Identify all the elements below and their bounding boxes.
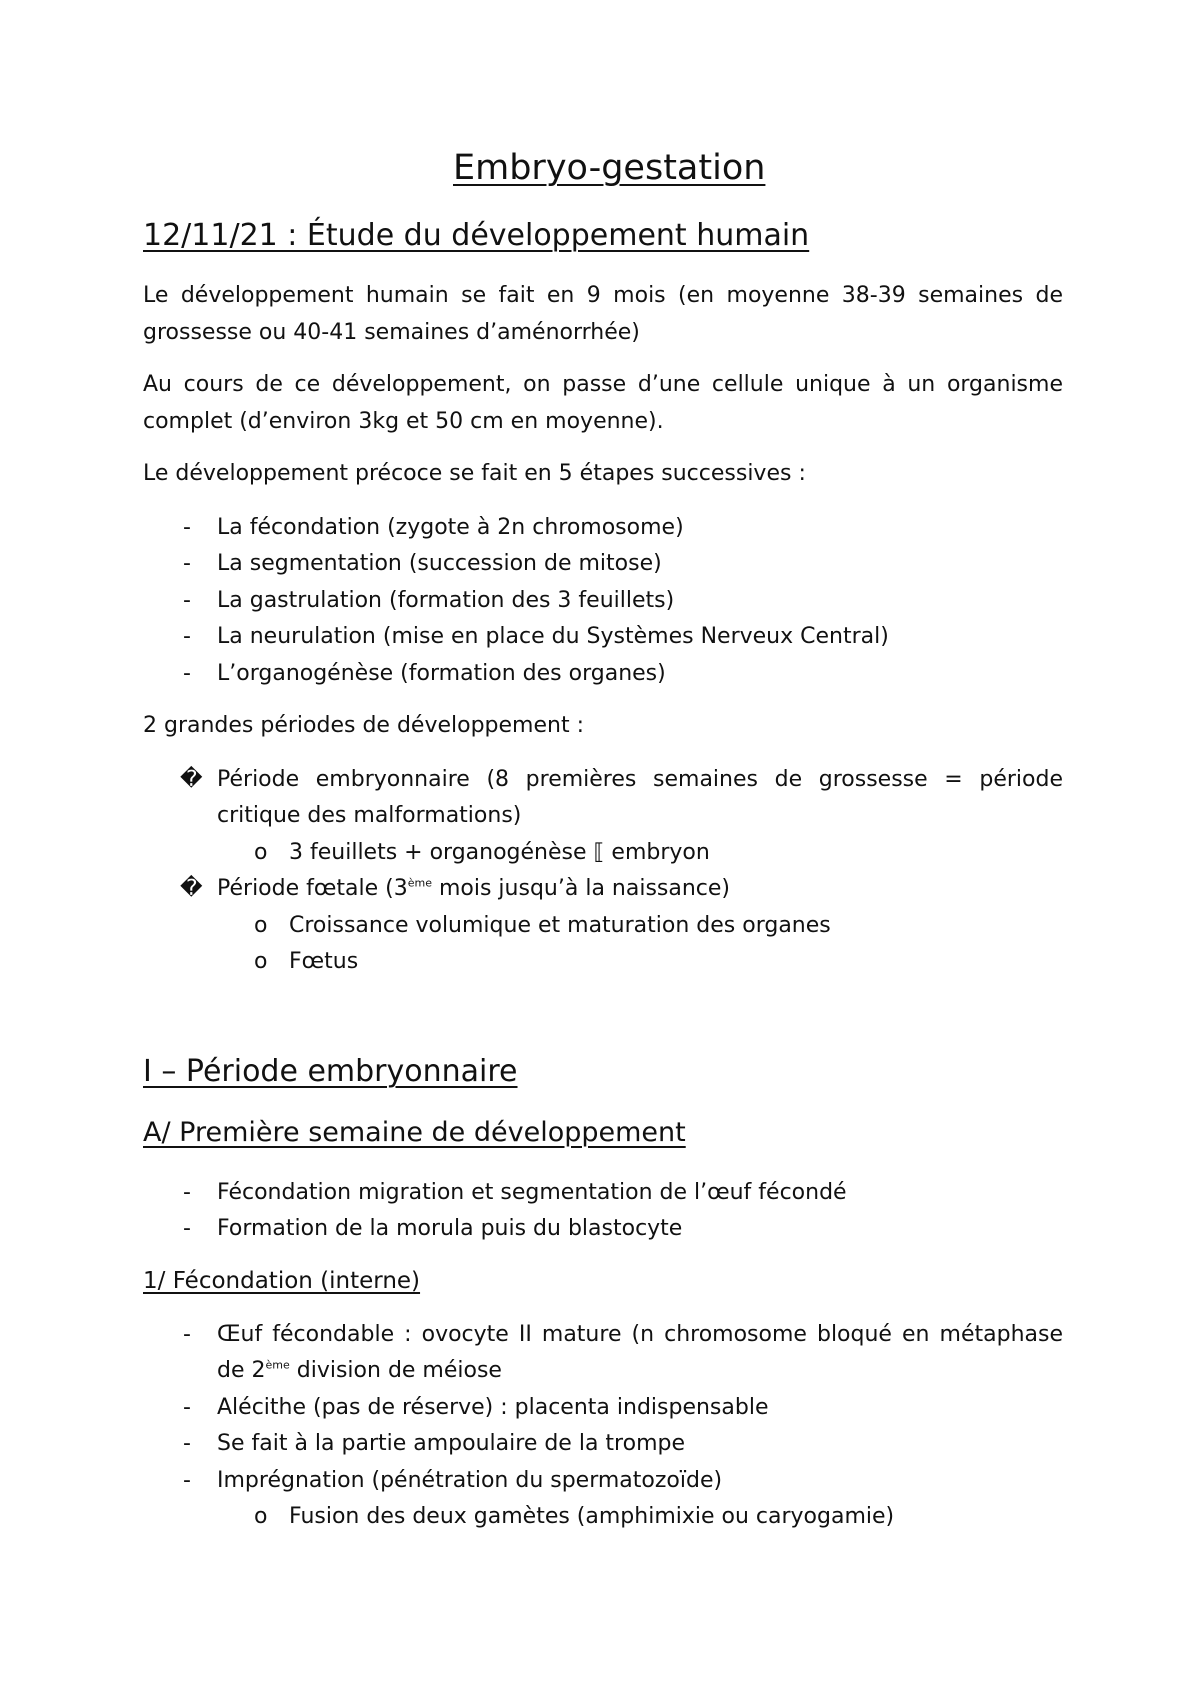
fecondation-item: Alécithe (pas de réserve) : placenta indispensable	[217, 1395, 769, 1420]
fecondation-item: Se fait à la partie ampoulaire de la trompe	[217, 1431, 686, 1456]
period-embryonic-sub: 3 feuillets + organogénèse ⟦ embryon	[289, 840, 710, 865]
paragraph-4: 2 grandes périodes de développement :	[143, 713, 584, 738]
dash-marker: -	[183, 515, 191, 540]
paragraph-1-line-1: Le développement humain se fait en 9 mois (en moyenne 38-39 semaines de	[143, 283, 1063, 308]
section-heading-embryonic: I – Période embryonnaire	[143, 1054, 518, 1089]
document-title: Embryo-gestation	[453, 148, 766, 188]
paragraph-1-line-2: grossesse ou 40-41 semaines d’aménorrhée)	[143, 320, 640, 345]
subsection-heading-week1: A/ Première semaine de développement	[143, 1117, 686, 1148]
list-item: Formation de la morula puis du blastocyte	[217, 1216, 683, 1241]
list-item-step: La neurulation (mise en place du Systèmes Nerveux Central)	[217, 624, 889, 649]
circle-bullet-icon: o	[254, 1504, 268, 1529]
fecondation-item: Imprégnation (pénétration du spermatozoïde)	[217, 1468, 723, 1493]
dash-marker: -	[183, 1468, 191, 1493]
period-embryonic-line-2: critique des malformations)	[217, 803, 522, 828]
paragraph-3: Le développement précoce se fait en 5 étapes successives :	[143, 461, 806, 486]
dash-marker: -	[183, 1216, 191, 1241]
period-fetal-text: Période fœtale (3	[217, 876, 408, 901]
period-fetal-sub: Fœtus	[289, 949, 359, 974]
dash-marker: -	[183, 551, 191, 576]
diamond-bullet-icon: �	[180, 767, 203, 792]
fecondation-text: de 2	[217, 1358, 266, 1383]
period-fetal-text: mois jusqu’à la naissance)	[431, 876, 731, 901]
fecondation-sub: Fusion des deux gamètes (amphimixie ou caryogamie)	[289, 1504, 895, 1529]
paragraph-2-line-2: complet (d’environ 3kg et 50 cm en moyenne).	[143, 409, 664, 434]
dash-marker: -	[183, 1395, 191, 1420]
dash-marker: -	[183, 661, 191, 686]
period-fetal	[217, 876, 730, 901]
list-item-step: La fécondation (zygote à 2n chromosome)	[217, 515, 684, 540]
dash-marker: -	[183, 1180, 191, 1205]
list-item-step: La gastrulation (formation des 3 feuillets)	[217, 588, 675, 613]
circle-bullet-icon: o	[254, 913, 268, 938]
dash-marker: -	[183, 1322, 191, 1347]
fecondation-text: division de méiose	[289, 1358, 502, 1383]
list-item-step: La segmentation (succession de mitose)	[217, 551, 662, 576]
circle-bullet-icon: o	[254, 949, 268, 974]
dash-marker: -	[183, 624, 191, 649]
paragraph-2-line-1: Au cours de ce développement, on passe d’une cellule unique à un organisme	[143, 372, 1063, 397]
circle-bullet-icon: o	[254, 840, 268, 865]
sub-subsection-heading-fecondation: 1/ Fécondation (interne)	[143, 1268, 421, 1294]
dash-marker: -	[183, 588, 191, 613]
period-embryonic-line-1: Période embryonnaire (8 premières semaines de grossesse = période	[217, 767, 1063, 792]
diamond-bullet-icon: �	[180, 876, 203, 901]
fecondation-item-line-2	[217, 1358, 502, 1383]
superscript: ème	[407, 876, 432, 890]
section-heading-date: 12/11/21 : Étude du développement humain	[143, 218, 810, 253]
fecondation-item-line-1: Œuf fécondable : ovocyte II mature (n chromosome bloqué en métaphase	[217, 1322, 1063, 1347]
period-fetal-sub: Croissance volumique et maturation des organes	[289, 913, 831, 938]
superscript: ème	[265, 1358, 290, 1372]
list-item: Fécondation migration et segmentation de l’œuf fécondé	[217, 1180, 847, 1205]
list-item-step: L’organogénèse (formation des organes)	[217, 661, 666, 686]
dash-marker: -	[183, 1431, 191, 1456]
